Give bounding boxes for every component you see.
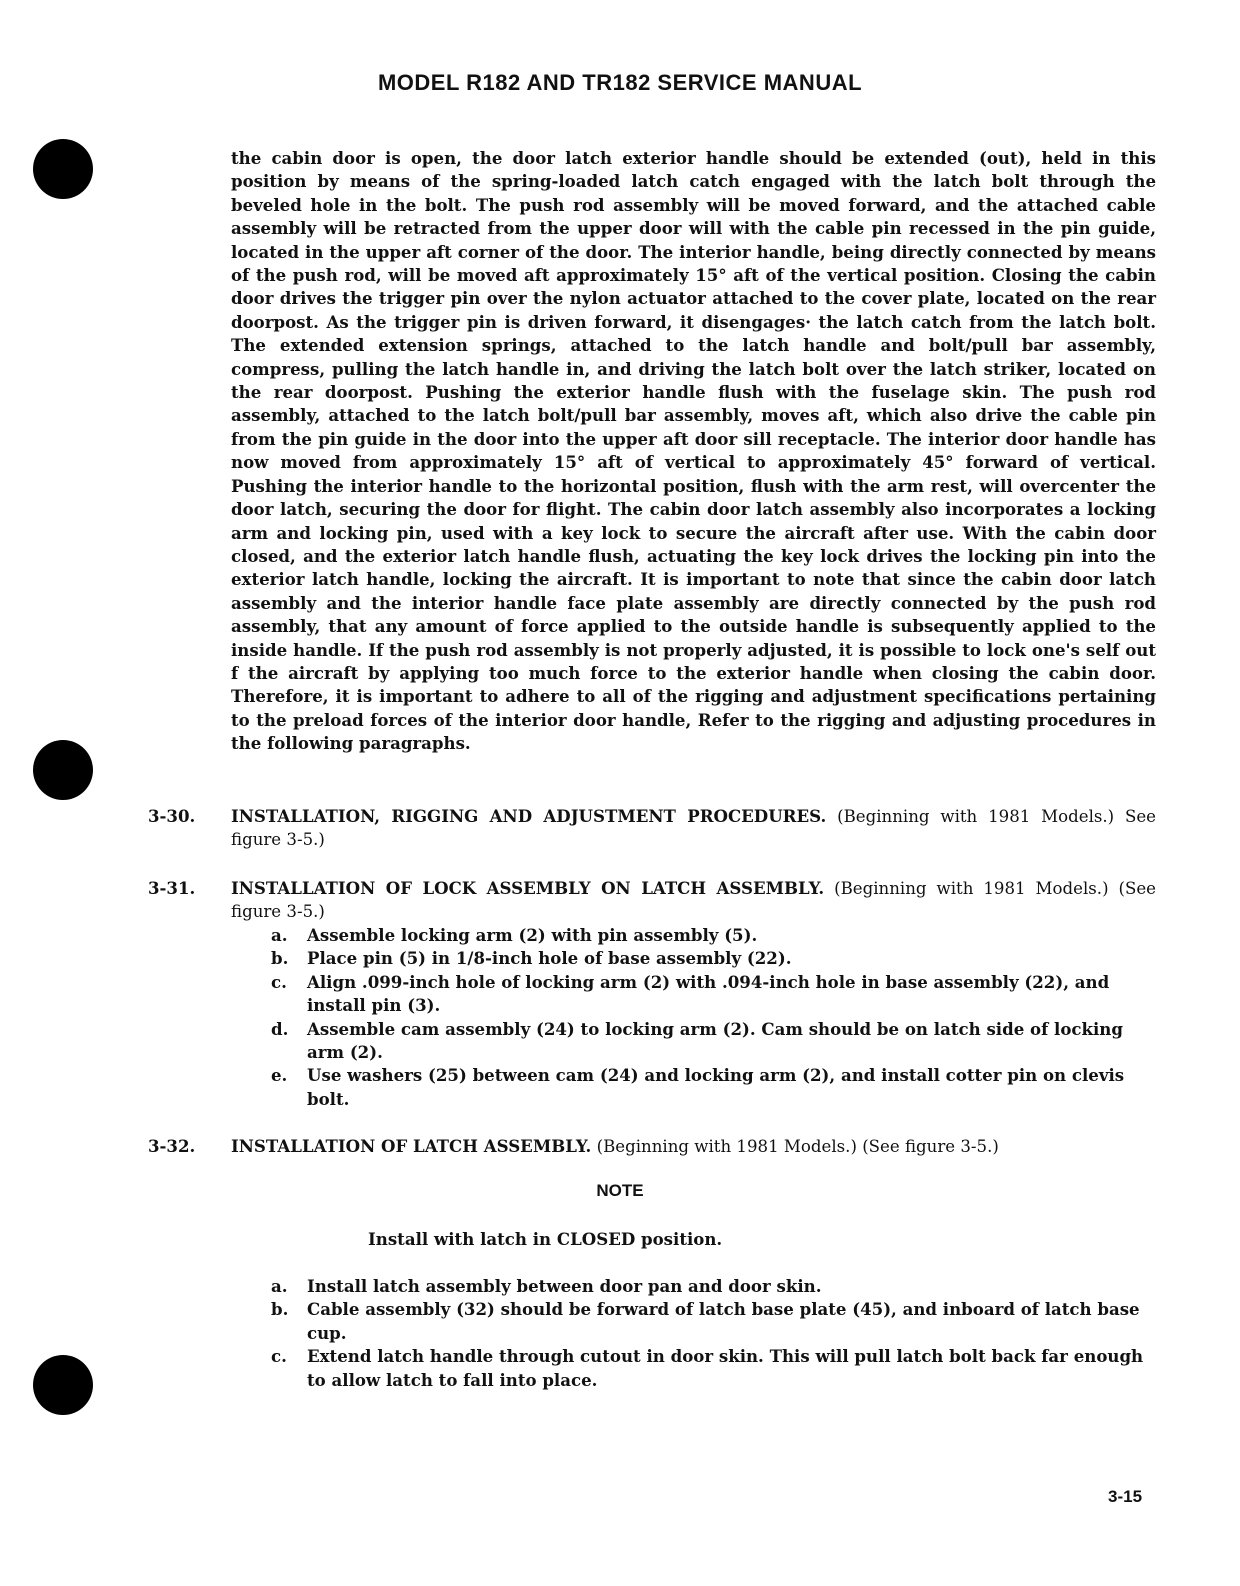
step-letter: c. [271,971,287,992]
section-3-32-heading-block [231,1135,1156,1158]
section-3-31-steps [271,924,1156,1111]
section-3-30-reference: (Beginning with 1981 Models.) See figure 3-5.) [231,807,1156,850]
step-item [271,1064,1156,1111]
section-3-32-heading: INSTALLATION OF LATCH ASSEMBLY. [231,1136,592,1156]
section-number-3-32: 3-32. [148,1136,196,1156]
binder-hole-middle [33,740,93,800]
step-text: Assemble cam assembly (24) to locking arm (2). Cam should be on latch side of locking arm (2). [307,1018,1123,1063]
binder-hole-top [33,139,93,199]
step-item [271,1018,1156,1065]
section-3-31-reference: (Beginning with 1981 Models.) (See figure 3-5.) [231,879,1156,922]
step-item [271,1345,1156,1392]
step-text: Extend latch handle through cutout in door skin. This will pull latch bolt back far enough to allow latch to fall into place. [307,1346,1144,1390]
section-number-3-30: 3-30. [148,806,196,826]
page-number: 3-15 [1108,1487,1143,1506]
step-item [271,924,1156,947]
section-number-3-31: 3-31. [148,878,196,898]
step-text: Place pin (5) in 1/8-inch hole of base assembly (22). [307,948,792,969]
step-item [271,1298,1156,1345]
step-letter: b. [271,1299,289,1320]
step-item [271,1275,1156,1298]
binder-hole-bottom [33,1355,93,1415]
section-3-32-steps [271,1275,1156,1392]
step-text: Use washers (25) between cam (24) and locking arm (2), and install cotter pin on clevis bolt. [307,1065,1125,1109]
intro-paragraph: the cabin door is open, the door latch exterior handle should be extended (out), held in this position by means of the spring-loaded latch catch engaged with the latch bolt through the beveled hole in the bolt. The push rod assembly will be moved forward, and the attached cable assembly will be retracted from the upper door will with the cable pin recessed in the pin guide, located in the upper aft corner of the door. The interior handle, being directly connected by means of the push rod, will be moved aft approximately 15° aft of the vertical position. Closing the cabin door drives the trigger pin over the nylon actuator attached to the cover plate, located on the rear doorpost. As the trigger pin is driven forward, it disengages· the latch catch from the latch bolt. The extended extension springs, attached to the latch handle and bolt/pull bar assembly, compress, pulling the latch handle in, and driving the latch bolt over the latch striker, located on the rear doorpost. Pushing the exterior handle flush with the fuselage skin. The push rod assembly, attached to the latch bolt/pull bar assembly, moves aft, which also drive the cable pin from the pin guide in the door into the upper aft door sill receptacle. The interior door handle has now moved from approximately 15° aft of vertical to approximately 45° forward of vertical. Pushing the interior handle to the horizontal position, flush with the arm rest, will overcenter the door latch, securing the door for flight. The cabin door latch assembly also incorporates a locking arm and locking pin, used with a key lock to secure the aircraft after use. With the cabin door closed, and the exterior latch handle flush, actuating the key lock drives the locking pin into the exterior latch handle, locking the aircraft. It is important to note that since the cabin door latch assembly and the interior handle face plate assembly are directly connected by the push rod assembly, that any amount of force applied to the outside handle is subsequently applied to the inside handle. If the push rod assembly is not properly adjusted, it is possible to lock one's self out f the aircraft by applying too much force to the exterior handle when closing the cabin door. Therefore, it is important to adhere to all of the rigging and adjustment specifications pertaining to the preload forces of the interior door handle, Refer to the rigging and adjusting procedures in the following paragraphs. [231,148,1156,754]
section-3-30-heading: INSTALLATION, RIGGING AND ADJUSTMENT PROCEDURES. [231,806,827,826]
step-letter: e. [271,1065,288,1086]
step-text: Assemble locking arm (2) with pin assembly (5). [307,925,758,945]
step-letter: d. [271,1018,289,1039]
note-title: NOTE [596,1181,644,1200]
step-text: Install latch assembly between door pan and door skin. [307,1276,822,1296]
note-text: Install with latch in CLOSED position. [368,1229,723,1249]
section-3-31-heading-block [231,877,1156,924]
page-title: MODEL R182 AND TR182 SERVICE MANUAL [377,70,863,95]
section-3-30-heading-block [231,805,1156,852]
step-text: Align .099-inch hole of locking arm (2) with .094-inch hole in base assembly (22), and install pin (3). [307,971,1110,1016]
step-letter: b. [271,948,289,969]
step-text: Cable assembly (32) should be forward of latch base plate (45), and inboard of latch base cup. [307,1299,1140,1343]
step-item [271,971,1156,1018]
step-item [271,947,1156,970]
section-3-32-reference: (Beginning with 1981 Models.) (See figure 3-5.) [596,1137,999,1156]
step-letter: a. [271,925,288,945]
step-letter: c. [271,1346,287,1367]
section-3-31-heading: INSTALLATION OF LOCK ASSEMBLY ON LATCH ASSEMBLY. [231,878,825,898]
step-letter: a. [271,1276,288,1296]
